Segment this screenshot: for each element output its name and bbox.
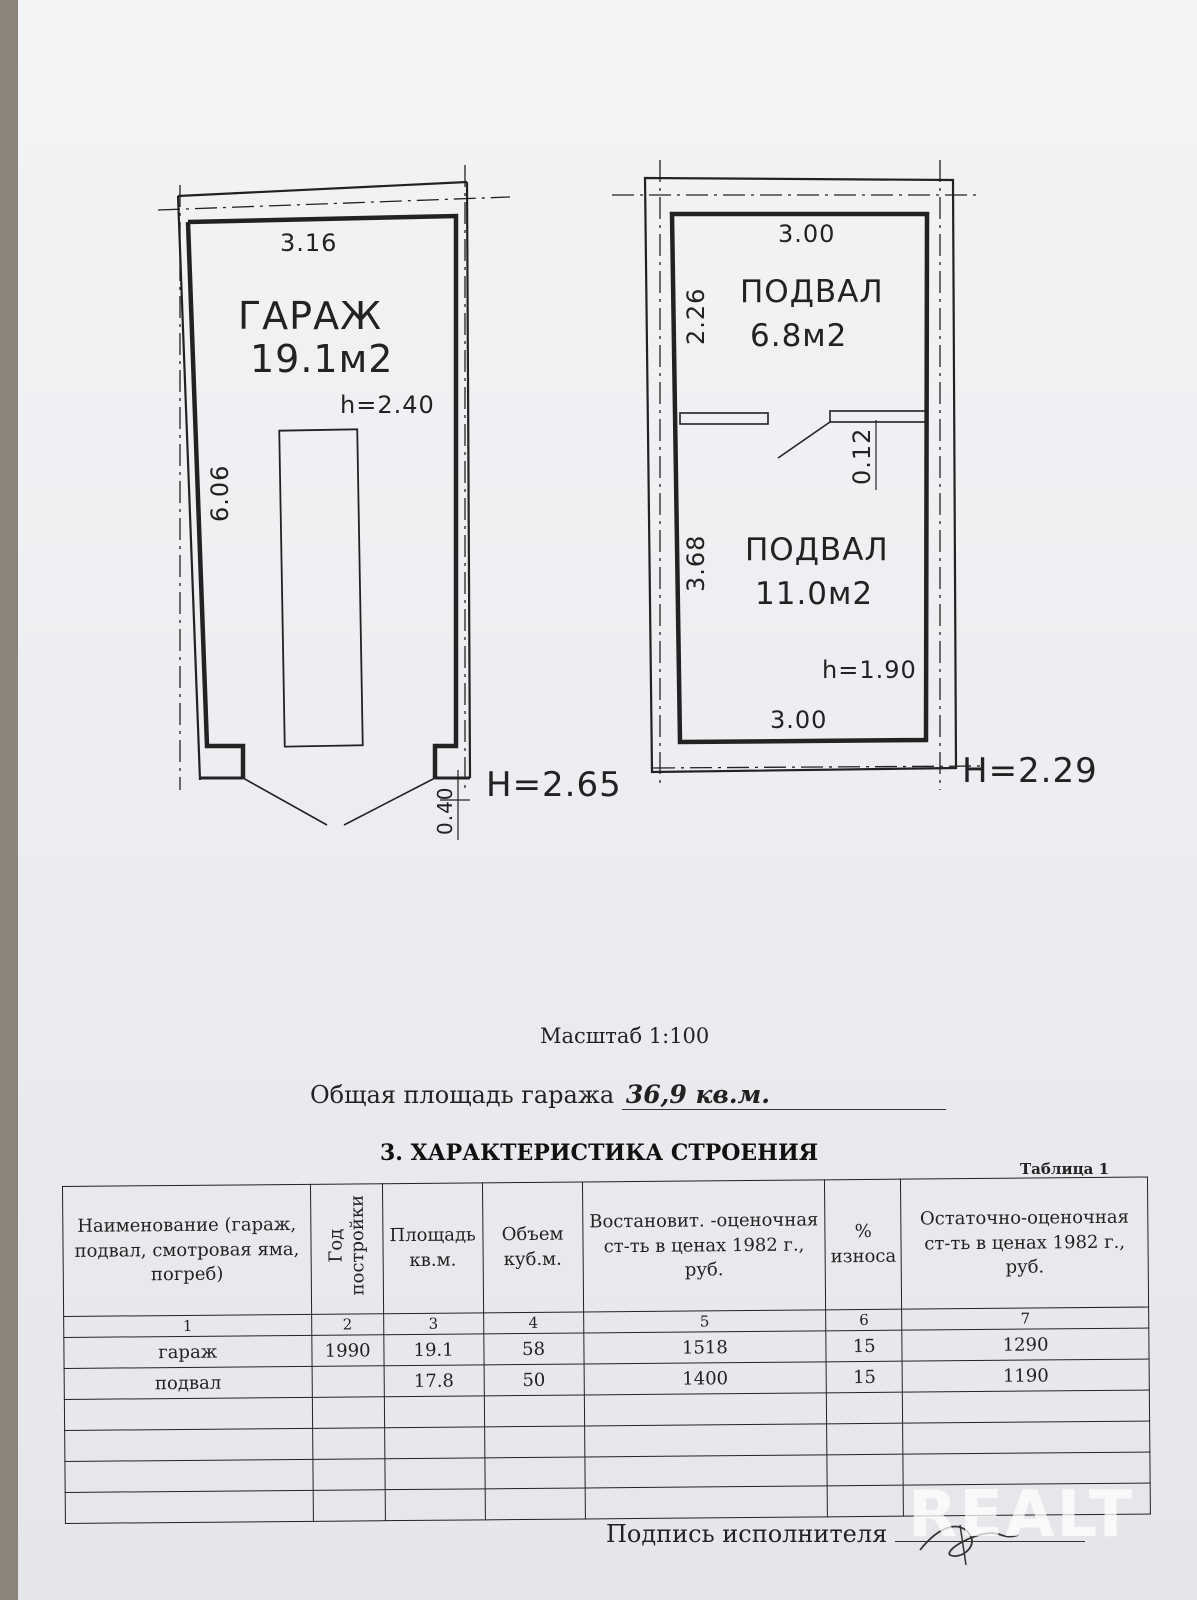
table-cell: [313, 1490, 385, 1522]
table-cell: [585, 1486, 828, 1519]
table-cell: гараж: [64, 1336, 312, 1369]
total-area-line: [310, 1080, 946, 1110]
upper-basement-name: ПОДВАЛ: [740, 274, 884, 310]
table-cell: 15: [826, 1361, 902, 1393]
table-cell: подвал: [64, 1367, 312, 1400]
table-cell: 1990: [312, 1335, 384, 1367]
table-cell: 50: [484, 1364, 584, 1396]
table-cell: 1518: [583, 1331, 826, 1364]
table-cell: [385, 1458, 485, 1490]
lower-basement-name: ПОДВАЛ: [745, 532, 889, 568]
scale-label: Масштаб 1:100: [540, 1024, 710, 1048]
table-cell: [385, 1489, 485, 1521]
table-cell: 1190: [902, 1359, 1149, 1392]
signature-label: Подпись исполнителя: [606, 1520, 888, 1548]
table-cell: 1290: [902, 1328, 1149, 1361]
basement-building-height: H=2.29: [962, 751, 1098, 791]
realt-watermark-logo: REALT: [908, 1478, 1135, 1552]
table-cell: [312, 1397, 384, 1429]
upper-basement-area: 6.8м2: [750, 318, 848, 354]
table-cell: 58: [483, 1333, 583, 1365]
table-cell: [484, 1426, 584, 1458]
table-cell: [65, 1491, 313, 1524]
header-area: Площадь кв.м.: [382, 1183, 483, 1314]
garage-room-height: h=2.40: [340, 391, 435, 419]
table-cell: [827, 1392, 903, 1424]
table-cell: [903, 1421, 1150, 1454]
table-cell: [65, 1429, 313, 1462]
table-cell: [312, 1366, 384, 1398]
table-cell: [584, 1455, 827, 1488]
table-cell: [485, 1457, 585, 1489]
lower-basement-room-height: h=1.90: [822, 656, 917, 684]
table-cell: 19.1: [384, 1334, 484, 1366]
table-cell: [903, 1390, 1150, 1423]
upper-basement-length: 2.26: [682, 287, 710, 345]
garage-width-label: 3.16: [280, 229, 338, 257]
garage-room-name: ГАРАЖ: [238, 294, 383, 338]
lower-basement-length: 3.68: [682, 534, 710, 592]
column-number: 1: [64, 1315, 312, 1338]
column-number: 7: [902, 1307, 1149, 1330]
header-residual-cost: Остаточно-оценочная ст-ть в ценах 1982 г., руб.: [901, 1177, 1149, 1309]
header-year: Год постройки: [310, 1184, 383, 1315]
garage-gate-step-label: 0.40: [433, 786, 457, 835]
table-cell: 15: [826, 1330, 902, 1362]
header-name: Наименование (гараж, подвал, смотровая яма, погреб): [63, 1184, 312, 1316]
lower-basement-area: 11.0м2: [755, 576, 874, 612]
header-wear: % износа: [825, 1179, 902, 1310]
column-number: 4: [483, 1312, 583, 1334]
table-cell: [312, 1428, 384, 1460]
column-number: 3: [383, 1313, 483, 1335]
table-cell: [65, 1460, 313, 1493]
table-header-row: [63, 1177, 1149, 1317]
total-area-value: 36,9 кв.м.: [622, 1080, 946, 1110]
table-cell: [64, 1398, 312, 1431]
garage-building-height: H=2.65: [486, 765, 622, 805]
header-volume: Объем куб.м.: [482, 1182, 583, 1313]
column-number: 2: [311, 1314, 383, 1336]
table-cell: [584, 1393, 827, 1426]
table-cell: [384, 1427, 484, 1459]
total-area-label: Общая площадь гаража: [310, 1081, 615, 1109]
table-cell: [384, 1396, 484, 1428]
table-caption: Таблица 1: [1020, 1160, 1110, 1178]
column-number: 5: [583, 1310, 826, 1333]
lower-basement-width: 3.00: [770, 706, 828, 734]
table-cell: [485, 1488, 585, 1520]
building-characteristics-table: [62, 1177, 1151, 1525]
garage-length-label: 6.06: [206, 464, 234, 522]
table-cell: [584, 1424, 827, 1457]
upper-basement-width: 3.00: [778, 220, 836, 248]
partition-thickness-label: 0.12: [848, 427, 876, 485]
header-replacement-cost: Востановит. -оценочная ст-ть в ценах 1982 г., руб.: [582, 1180, 826, 1312]
table-cell: [313, 1459, 385, 1491]
garage-room-area: 19.1м2: [250, 337, 394, 381]
table-cell: [827, 1485, 903, 1517]
table-cell: [827, 1454, 903, 1486]
column-number: 6: [826, 1309, 902, 1331]
table-cell: 1400: [584, 1362, 827, 1395]
basement-plan: [612, 160, 985, 790]
section-title: 3. ХАРАКТЕРИСТИКА СТРОЕНИЯ: [380, 1140, 819, 1166]
table-cell: [484, 1395, 584, 1427]
table-cell: 17.8: [384, 1365, 484, 1397]
table-cell: [827, 1423, 903, 1455]
